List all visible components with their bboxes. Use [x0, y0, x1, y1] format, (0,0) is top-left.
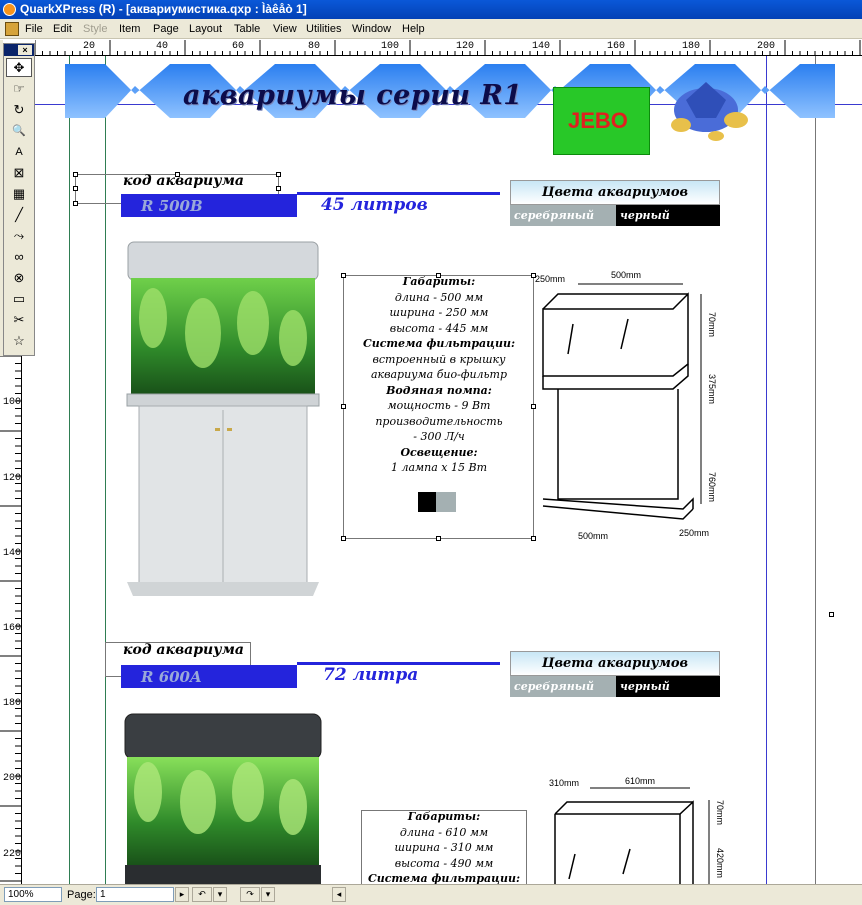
jebo-logo[interactable] [553, 87, 650, 155]
table-tool-icon[interactable]: ▦ [12, 186, 26, 201]
page-menu-button[interactable]: ▸ [175, 887, 189, 902]
ruler-label: 220 [3, 849, 22, 860]
product-code: R 500B [141, 197, 203, 215]
page-edge [815, 56, 816, 884]
spec-line: Водяная помпа: [386, 383, 492, 397]
page-handle[interactable] [829, 612, 834, 617]
redo-menu-button[interactable]: ▾ [261, 887, 275, 902]
margin-guide [766, 56, 767, 884]
ruler-label: 180 [3, 698, 22, 709]
spec-line: мощность - 9 Вт [387, 399, 491, 412]
dim-bottom-width: 500mm [578, 531, 609, 541]
spec-text-box [347, 274, 531, 476]
page-field[interactable]: 1 [96, 887, 174, 902]
ruler-label: 100 [381, 41, 400, 52]
selection-handle[interactable] [73, 186, 78, 191]
layout-tool-icon[interactable]: ▭ [12, 291, 26, 306]
ruler-label: 60 [232, 41, 245, 52]
spec-line: высота - 445 мм [389, 321, 489, 335]
ruler-label: 160 [3, 623, 22, 634]
close-palette-button[interactable]: × [18, 45, 32, 55]
spec-line: Освещение: [400, 445, 478, 459]
ruler-label: 200 [3, 773, 22, 784]
linking-tool-icon[interactable]: ∞ [14, 249, 24, 264]
zoom-field[interactable]: 100% [4, 887, 62, 902]
margin-guide [69, 56, 70, 884]
ruler-label: 120 [3, 473, 22, 484]
dim-tank-height: 375mm [707, 374, 717, 405]
ruler-label: 140 [532, 41, 551, 52]
color-black: черный [616, 205, 720, 226]
undo-menu-button[interactable]: ▾ [213, 887, 227, 902]
menu-layout[interactable]: Layout [189, 23, 223, 35]
menu-item[interactable]: Item [119, 23, 141, 35]
star-tool-icon[interactable]: ☆ [13, 333, 25, 348]
ruler-label: 80 [308, 41, 321, 52]
menu-bar [0, 19, 862, 39]
swatch-black [418, 492, 436, 512]
horizontal-ruler[interactable] [35, 40, 862, 56]
menu-window[interactable]: Window [352, 23, 392, 35]
dim-width: 610mm [625, 776, 656, 786]
zoom-tool-icon[interactable]: 🔍 [12, 125, 26, 137]
vertical-ruler[interactable] [0, 356, 22, 884]
selection-handle[interactable] [276, 186, 281, 191]
spec-line: производительность [375, 414, 503, 428]
spec-line: встроенный в крышку [372, 352, 506, 366]
ruler-ticks [0, 356, 22, 884]
ruler-label: 180 [682, 41, 701, 52]
spec-line: длина - 500 мм [394, 290, 484, 304]
page-label: Page: [67, 889, 96, 901]
picture-box-tool-icon[interactable]: ⊠ [13, 165, 25, 180]
color-silver: серебряный [510, 205, 616, 226]
undo-button[interactable]: ↶ [192, 887, 212, 902]
selection-handle[interactable] [436, 536, 441, 541]
menu-file[interactable]: File [25, 23, 43, 35]
aquarium-photo-black[interactable] [123, 712, 323, 884]
app-icon [3, 3, 16, 16]
document-canvas[interactable] [35, 56, 862, 884]
unlinking-tool-icon[interactable]: ⊗ [13, 270, 25, 285]
header-banner[interactable] [65, 56, 835, 126]
ruler-label: 120 [456, 41, 475, 52]
ruler-label: 140 [3, 548, 22, 559]
dim-bottom-depth: 250mm [679, 528, 710, 538]
redo-button[interactable]: ↷ [240, 887, 260, 902]
dim-width: 500mm [611, 270, 642, 280]
jebo-logo-text: JEBO [568, 108, 628, 133]
selection-handle[interactable] [341, 273, 346, 278]
rotation-tool-icon[interactable]: ↻ [13, 102, 25, 117]
spec-line: - 300 Л/ч [413, 430, 465, 443]
dim-stand-height: 760mm [707, 472, 717, 503]
aquarium-photo-silver[interactable] [123, 238, 323, 598]
selection-handle[interactable] [73, 201, 78, 206]
selection-handle[interactable] [341, 536, 346, 541]
spec-text-box [363, 809, 525, 884]
spec-line: ширина - 250 мм [389, 306, 489, 319]
spec-line: длина - 610 мм [399, 825, 489, 839]
dim-top-height: 70mm [715, 800, 725, 826]
tools-palette[interactable] [3, 43, 35, 356]
technical-drawing-r600a[interactable] [545, 774, 745, 884]
banner-title: аквариумы серии R1 [183, 80, 523, 111]
colors-title: Цвета аквариумов [510, 180, 720, 205]
color-silver: серебряный [510, 676, 616, 697]
menu-style[interactable]: Style [83, 23, 108, 35]
selection-handle[interactable] [73, 172, 78, 177]
colors-box[interactable] [510, 180, 720, 229]
colors-title: Цвета аквариумов [510, 651, 720, 676]
status-bar [0, 884, 862, 905]
ruler-label: 160 [607, 41, 626, 52]
ruler-label: 200 [757, 41, 776, 52]
turtle-mascot-image [661, 70, 751, 150]
ruler-corner [0, 40, 3, 356]
dim-tank-height: 420mm [715, 848, 725, 879]
spec-line: Система фильтрации: [362, 337, 516, 350]
text-box-tool-icon[interactable]: A [15, 146, 23, 158]
scissors-tool-icon[interactable]: ✂ [13, 312, 25, 327]
window-title: QuarkXPress (R) - [аквариумистика.qxp : Ìàêåò 1] [20, 2, 307, 16]
product-volume: 45 литров [321, 195, 428, 215]
ruler-label: 20 [83, 41, 96, 52]
selection-handle[interactable] [276, 172, 281, 177]
text-path-tool-icon[interactable]: ⤳ [13, 228, 25, 243]
colors-box[interactable] [510, 651, 720, 700]
dim-top-height: 70mm [707, 312, 717, 338]
ruler-label: 100 [3, 397, 22, 408]
menu-utilities[interactable]: Utilities [306, 23, 342, 35]
title-bar [0, 0, 862, 19]
palette-titlebar[interactable] [4, 44, 34, 56]
item-tool-icon[interactable]: ✥ [6, 58, 32, 77]
spec-line: ширина - 310 мм [394, 841, 494, 854]
selection-handle[interactable] [341, 404, 346, 409]
technical-drawing-r500b[interactable] [533, 264, 733, 544]
dim-depth: 310mm [549, 778, 580, 788]
spec-line: 1 лампа х 15 Вт [390, 461, 488, 474]
menu-page[interactable]: Page [153, 23, 179, 35]
code-label: код аквариума [123, 642, 244, 658]
product-code: R 600A [141, 668, 202, 686]
line-tool-icon[interactable]: ╱ [15, 207, 23, 222]
content-tool-icon[interactable]: ☞ [13, 81, 25, 96]
code-label: код аквариума [123, 173, 244, 189]
menu-help[interactable]: Help [402, 23, 425, 35]
swatch-silver [436, 492, 456, 512]
menu-edit[interactable]: Edit [53, 23, 72, 35]
spec-line: Габариты: [407, 810, 481, 823]
ruler-label: 40 [156, 41, 169, 52]
dim-depth: 250mm [535, 274, 566, 284]
menu-view[interactable]: View [273, 23, 297, 35]
product-volume: 72 литра [323, 665, 419, 685]
scroll-left-button[interactable]: ◂ [332, 887, 346, 902]
spec-line: аквариума био-фильтр [370, 368, 508, 381]
color-black: черный [616, 676, 720, 697]
spec-line: высота - 490 мм [394, 856, 494, 870]
spec-line: Габариты: [402, 275, 476, 288]
menu-table[interactable]: Table [234, 23, 261, 35]
spec-line: Система фильтрации: [367, 872, 521, 884]
document-icon[interactable] [5, 22, 19, 36]
